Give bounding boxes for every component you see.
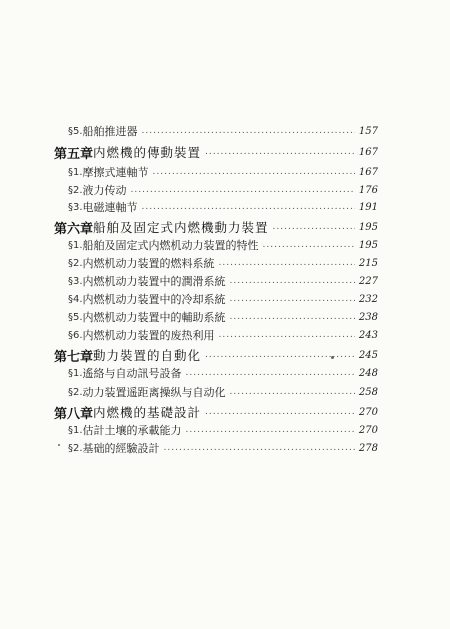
dot-leader [230, 387, 355, 397]
dot-leader [186, 368, 355, 378]
page-number: 232 [358, 293, 378, 305]
chapter-number: 第五章 [54, 146, 94, 162]
section-entry [54, 272, 378, 290]
chapter-title: 動力裝置的自動化 [93, 348, 202, 363]
page-number: 238 [358, 311, 378, 323]
page-number: 195 [358, 239, 378, 251]
section-number: §1. [68, 166, 83, 178]
section-number: §2. [68, 184, 83, 196]
dot-leader [205, 147, 355, 157]
chapter-entry [54, 402, 378, 422]
section-number: §1. [68, 424, 83, 436]
chapter-entry [54, 142, 378, 162]
section-title: 内燃机动力装置中的輔助系統 [82, 311, 226, 324]
section-title: 摩擦式連軸节 [82, 166, 149, 179]
page-number: 245 [358, 349, 378, 361]
chapter-title: 内燃機的傳動裝置 [93, 145, 202, 160]
dot-leader [131, 185, 355, 195]
section-entry [54, 163, 378, 181]
ink-speck [58, 444, 60, 446]
section-number: §3. [68, 201, 83, 213]
page-number: 167 [358, 146, 378, 158]
section-title: 估計土壤的承載能力 [82, 424, 182, 437]
section-title: 遙絡与自动訊号設备 [82, 367, 182, 380]
dot-leader [263, 240, 355, 250]
chapter-entry [54, 217, 378, 237]
section-title: 液力传动 [82, 184, 127, 197]
section-number: §2. [68, 257, 83, 269]
page-number: 167 [358, 166, 378, 178]
section-entry [54, 383, 378, 401]
section-title: 内燃机动力装置的废热利用 [82, 329, 215, 342]
chapter-number: 第八章 [54, 406, 94, 422]
dot-leader [230, 276, 355, 286]
dot-leader [205, 407, 355, 417]
dot-leader [219, 330, 355, 340]
section-number: §4. [68, 293, 83, 305]
page-number: 157 [358, 125, 378, 137]
page-number: 270 [358, 406, 378, 418]
chapter-title: 船舶及固定式内燃機動力裝置 [93, 220, 269, 235]
page-number: 278 [358, 442, 378, 454]
section-entry [54, 198, 378, 216]
section-number: §5. [68, 311, 83, 323]
section-title: 动力装置遥距离操纵与自动化 [82, 386, 226, 399]
section-number: §2. [68, 442, 83, 454]
section-title: 电磁連軸节 [82, 201, 138, 214]
dot-leader [186, 425, 355, 435]
page-number: 191 [358, 201, 378, 213]
section-number: §3. [68, 275, 83, 287]
section-title: 船舶及固定式内燃机动力装置的特性 [82, 239, 259, 252]
section-entry [54, 421, 378, 439]
page-number: 215 [358, 257, 378, 269]
section-title: 内燃机动力装置中的潤滑系統 [82, 275, 226, 288]
page-number: 258 [358, 386, 378, 398]
section-title: 基础的經驗設計 [82, 442, 160, 455]
section-title: 船舶推进器 [82, 125, 138, 138]
section-number: §5. [68, 125, 83, 137]
section-entry [54, 122, 378, 140]
dot-leader [219, 258, 355, 268]
section-title: 内燃机动力装置的燃料系統 [82, 257, 215, 270]
dot-leader [230, 294, 355, 304]
section-number: §2. [68, 386, 83, 398]
page-number: 176 [358, 184, 378, 196]
dot-leader [273, 222, 355, 232]
dot-leader [142, 202, 355, 212]
section-entry [54, 236, 378, 254]
dot-leader [142, 126, 355, 136]
section-entry [54, 290, 378, 308]
page-number: 227 [358, 275, 378, 287]
section-title: 内燃机动力装置中的冷却系統 [82, 293, 226, 306]
section-entry [54, 439, 378, 457]
section-entry [54, 308, 378, 326]
section-entry [54, 181, 378, 199]
chapter-entry [54, 345, 378, 365]
section-entry [54, 326, 378, 344]
section-entry [54, 254, 378, 272]
section-entry [54, 364, 378, 382]
page-number: 248 [358, 367, 378, 379]
chapter-title: 内燃機的基礎設計 [93, 405, 202, 420]
ink-speck [331, 356, 334, 359]
dot-leader [164, 443, 355, 453]
dot-leader [230, 312, 355, 322]
section-number: §1. [68, 367, 83, 379]
dot-leader [153, 167, 355, 177]
page-number: 270 [358, 424, 378, 436]
chapter-number: 第六章 [54, 221, 94, 237]
section-number: §1. [68, 239, 83, 251]
chapter-number: 第七章 [54, 349, 94, 365]
page-number: 243 [358, 329, 378, 341]
section-number: §6. [68, 329, 83, 341]
page-number: 195 [358, 221, 378, 233]
